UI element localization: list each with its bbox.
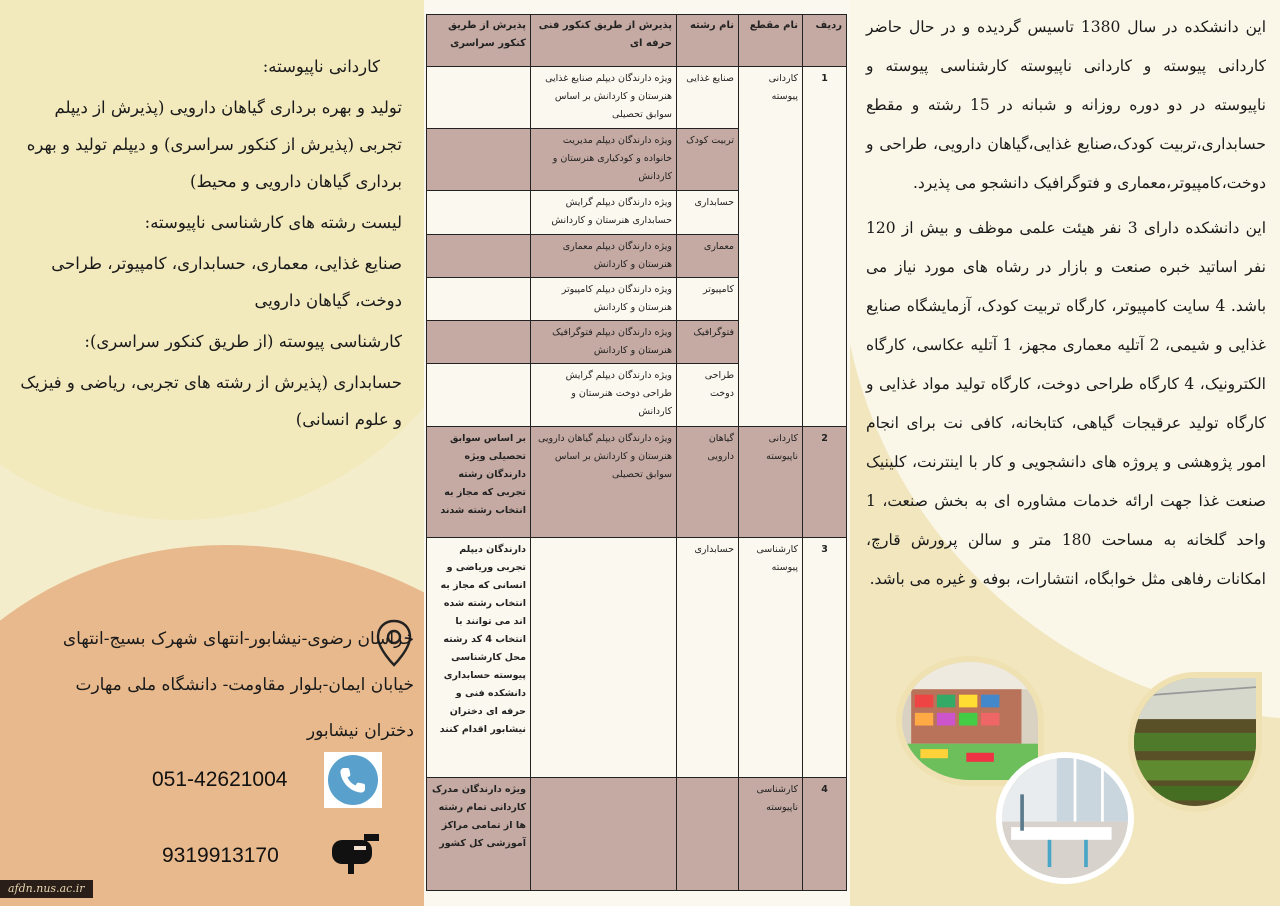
fields-table [426,14,847,891]
lab-photo [996,752,1134,884]
cell-field: حسابداری [677,538,739,778]
cell-national [427,67,531,129]
left-text-block [12,48,402,442]
cell-national [427,191,531,235]
mobile-row [150,828,390,878]
cell-field: حسابداری [677,191,739,235]
cell-national: ویژه دارندگان مدرک کاردانی تمام رشته ها از تمامی مراکز آموزشی کل کشور [427,778,531,891]
cell-national: بر اساس سوابق تحصیلی ویژه دارندگان رشته تجربی که مجاز به انتخاب رشته شدند [427,427,531,538]
cell-technical: ویژه دارندگان دیپلم کامپیوتر هنرستان و کاردانش [531,278,677,321]
table-row [427,67,847,129]
phone-number[interactable]: 051-42621004 [152,768,288,791]
cell-national [427,278,531,321]
phone-row [150,752,390,808]
header-row-number: ردیف [803,15,847,67]
table-row [427,778,847,891]
cell-national [427,129,531,191]
cell-technical: ویژه دارندگان دیپلم صنایع غذایی هنرستان و کاردانش بر اساس سوابق تحصیلی [531,67,677,129]
cell-national: دارندگان دیپلم تجربی وریاضی و انسانی که مجاز به انتخاب رشته شده اند می توانند با انتخاب 4 کد رشته محل کارشناسی پیوسته حسابداری دانشکده فنی و حرفه ای دختران نیشابور اقدام کنند [427,538,531,778]
cell-technical: ویژه دارندگان دیپلم گرایش حسابداری هنرستان و کاردانش [531,191,677,235]
phone-icon [324,752,382,808]
cell-technical [531,778,677,891]
cell-technical: ویژه دارندگان دیپلم گیاهان دارویی هنرستان و کاردانش بر اساس سوابق تحصیلی [531,427,677,538]
header-national-exam: پذیرش از طریق کنکور سراسری [427,15,531,67]
cell-field: تربیت کودک [677,129,739,191]
cell-level: کاردانی ناپیوسته [739,427,803,538]
watermark: afdn.nus.ac.ir [0,880,93,898]
heading-karshenasi-peyvasteh: کارشناسی پیوسته (از طریق کنکور سراسری): [84,332,402,351]
cell-national [427,364,531,427]
cell-field [677,778,739,891]
cell-row-number: 2 [803,427,847,538]
cell-technical [531,538,677,778]
karshenasi-napeyvasteh-text: صنایع غذایی، معماری، حسابداری، کامپیوتر، طراحی دوخت، گیاهان دارویی [51,254,402,310]
mailbox-icon [330,832,382,876]
header-technical-exam: پذیرش از طریق کنکور فنی حرفه ای [531,15,677,67]
intro-paragraph: این دانشکده در سال 1380 تاسیس گردیده و در حال حاضر کاردانی پیوسته و کاردانی ناپیوسته کارشناسی پیوسته و ناپیوسته در دو دوره روزانه و شبانه در 15 رشته و مقطع حسابداری،تربیت کودک،صنایع غذایی،گیاهان دارویی، طراحی و دوخت،کامپیوتر،معماری و فتوگرافیک دانشجو می پذیرد. [866,18,1266,192]
header-level: نام مقطع [739,15,803,67]
cell-field: کامپیوتر [677,278,739,321]
heading-kardani-napeyvasteh: کاردانی ناپیوسته: [262,57,380,76]
table-header-row [427,15,847,67]
cell-field: طراحی دوخت [677,364,739,427]
cell-level: کارشناسی پیوسته [739,538,803,778]
cell-national [427,235,531,278]
table-row [427,538,847,778]
cell-row-number: 4 [803,778,847,891]
cell-national [427,321,531,364]
table-row [427,427,847,538]
middle-panel [424,0,850,906]
heading-karshenasi-napeyvasteh: لیست رشته های کارشناسی ناپیوسته: [144,213,402,232]
cell-field: معماری [677,235,739,278]
right-panel [850,0,1280,906]
cell-technical: ویژه دارندگان دیپلم مدیریت خانواده و کودکیاری هنرستان و کاردانش [531,129,677,191]
cell-technical: ویژه دارندگان دیپلم معماری هنرستان و کاردانش [531,235,677,278]
karshenasi-peyvasteh-text: حسابداری (پذیرش از رشته های تجربی، ریاضی و فیزیک و علوم انسانی) [20,373,402,429]
facilities-paragraph: این دانشکده دارای 3 نفر هیئت علمی موظف و بیش از 120 نفر اساتید خبره صنعت و بازار در رشاه های مورد نیاز می باشد. 4 سایت کامپیوتر، کارگاه تربیت کودک، آزمایشگاه صنایع غذایی و شیمی، 2 آتلیه معماری مجهز، 1 آتلیه عکاسی، کارگاه الکترونیک، 4 کارگاه طراحی دوخت، کارگاه تولید مواد غذایی و کارگاه تولید عرقیجات گیاهی، کتابخانه، کافی نت برای انجام امور پژوهشی و پروژه های دانشجویی و کار با اینترنت، کلینیک صنعت غذا جهت ارائه خدمات مشاوره ای به بخش صنعت، 1 واحد گلخانه به مساحت 180 متر و سالن پرورش قارچ، امکانات رفاهی مثل خوابگاه، انتشارات، بوفه و غیره می باشد. [866,219,1267,588]
cell-field: فتوگرافیک [677,321,739,364]
cell-technical: ویژه دارندگان دیپلم گرایش طراحی دوخت هنرستان و کاردانش [531,364,677,427]
header-field: نام رشته [677,15,739,67]
mobile-number[interactable]: 9319913170 [162,844,279,867]
cell-level: کارشناسی ناپیوسته [739,778,803,891]
greenhouse-photo [1128,672,1262,812]
cell-level: کاردانی پیوسته [739,67,803,427]
right-text-block [866,8,1266,605]
cell-row-number: 1 [803,67,847,427]
cell-row-number: 3 [803,538,847,778]
cell-technical: ویژه دارندگان دیپلم فتوگرافیک هنرستان و کاردانش [531,321,677,364]
cell-field: صنایع غذایی [677,67,739,129]
kardani-napeyvasteh-text: تولید و بهره برداری گیاهان دارویی (پذیرش از دیپلم تجربی (پذیرش از کنکور سراسری) و دیپلم تولید و بهره برداری گیاهان دارویی و محیط) [26,98,402,191]
cell-field: گیاهان دارویی [677,427,739,538]
address-text: خراسان رضوی-نیشابور-انتهای شهرک بسیج-انتهای خیابان ایمان-بلوار مقاومت- دانشگاه ملی مهارت دختران نیشابور [62,629,414,741]
